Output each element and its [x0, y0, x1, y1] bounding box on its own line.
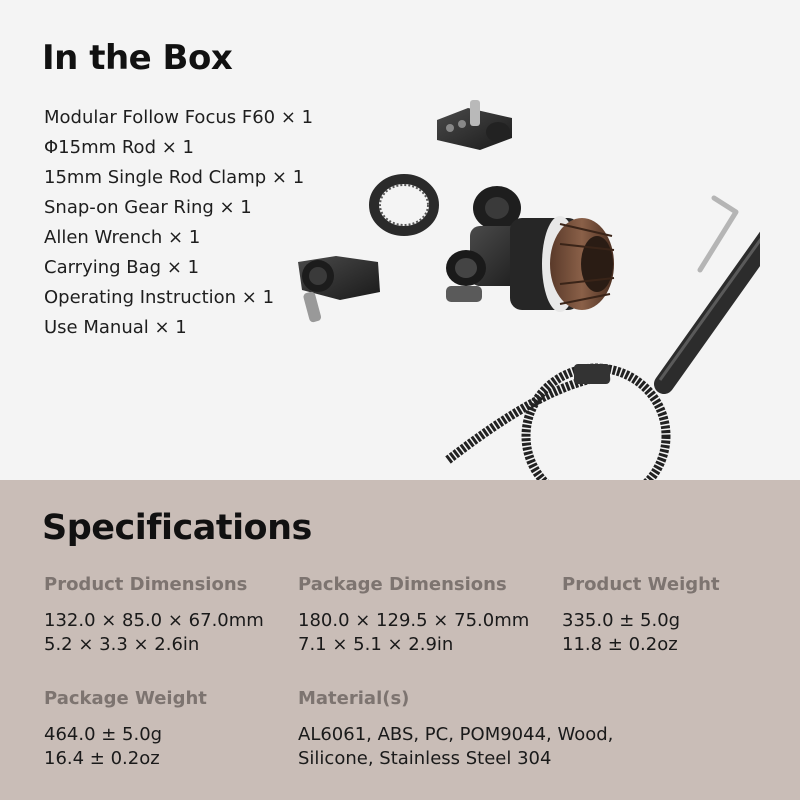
in-the-box-title: In the Box: [42, 38, 233, 78]
spec-value-line1: AL6061, ABS, PC, POM9044, Wood,: [298, 724, 614, 745]
list-item: Modular Follow Focus F60 × 1: [44, 107, 314, 128]
spec-value-metric: 464.0 ± 5.0g: [44, 724, 163, 745]
box-contents-list: [44, 103, 313, 343]
spec-value-metric: 180.0 × 129.5 × 75.0mm: [298, 610, 530, 631]
spec-package-dimensions: [298, 574, 529, 657]
product-image: [280, 90, 760, 520]
spec-materials: [298, 688, 613, 771]
spec-label: Package Weight: [44, 688, 207, 709]
list-item: Operating Instruction × 1: [44, 287, 275, 308]
list-item: Allen Wrench × 1: [44, 227, 201, 248]
list-item: 15mm Single Rod Clamp × 1: [44, 167, 305, 188]
spec-value-imperial: 7.1 × 5.1 × 2.9in: [298, 634, 454, 655]
allen-wrench-icon: [700, 198, 736, 270]
rod-clamp-icon: [437, 100, 512, 150]
spec-value-metric: 132.0 × 85.0 × 67.0mm: [44, 610, 264, 631]
follow-focus-icon: [446, 186, 614, 312]
spec-value-imperial: 11.8 ± 0.2oz: [562, 634, 678, 655]
spec-value-imperial: 5.2 × 3.3 × 2.6in: [44, 634, 200, 655]
specifications-title: Specifications: [42, 508, 312, 548]
list-item: Use Manual × 1: [44, 317, 187, 338]
spec-value-metric: 335.0 ± 5.0g: [562, 610, 681, 631]
spec-label: Product Weight: [562, 574, 720, 595]
spec-label: Material(s): [298, 688, 410, 709]
gear-ring-icon: [374, 179, 434, 231]
list-item: Φ15mm Rod × 1: [44, 137, 194, 158]
spec-label: Product Dimensions: [44, 574, 248, 595]
spec-label: Package Dimensions: [298, 574, 507, 595]
spec-value-imperial: 16.4 ± 0.2oz: [44, 748, 160, 769]
list-item: Carrying Bag × 1: [44, 257, 200, 278]
spec-product-weight: [562, 574, 720, 657]
list-item: Snap-on Gear Ring × 1: [44, 197, 252, 218]
spec-product-dimensions: [44, 574, 264, 657]
single-rod-clamp-icon: [298, 256, 380, 323]
spec-package-weight: [44, 688, 207, 771]
spec-value-line2: Silicone, Stainless Steel 304: [298, 748, 552, 769]
